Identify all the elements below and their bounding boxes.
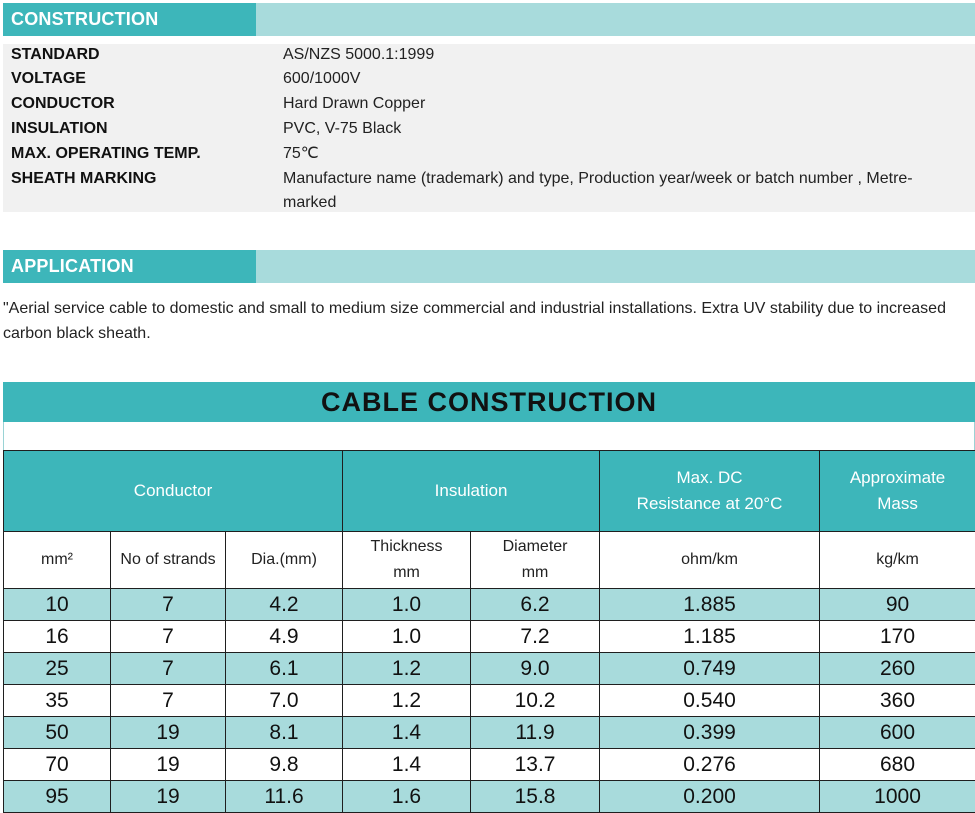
table-cell: 170 <box>820 621 975 653</box>
table-cell: 1.4 <box>343 749 471 781</box>
table-cell: 7 <box>111 653 226 685</box>
property-label: MAX. OPERATING TEMP. <box>11 141 201 166</box>
table-cell: 360 <box>820 685 975 717</box>
property-value: PVC, V-75 Black <box>283 117 963 141</box>
table-row <box>4 685 975 717</box>
table-cell: 7.0 <box>226 685 343 717</box>
table-cell: 10 <box>4 589 111 621</box>
table-cell: 7 <box>111 685 226 717</box>
table-cell: 1.0 <box>343 589 471 621</box>
property-label: STANDARD <box>11 42 100 67</box>
thickness-subheader-line2: mm <box>343 560 470 586</box>
table-cell: 11.9 <box>471 717 600 749</box>
table-cell: 35 <box>4 685 111 717</box>
construction-properties <box>3 44 975 212</box>
table-cell: 9.0 <box>471 653 600 685</box>
table-cell: 1.185 <box>600 621 820 653</box>
cable-construction-table <box>3 450 975 813</box>
thickness-subheader-line1: Thickness <box>343 534 470 560</box>
dia-subheader: Dia.(mm) <box>226 532 343 589</box>
table-cell: 1.4 <box>343 717 471 749</box>
resistance-header-line1: Max. DC <box>600 465 819 491</box>
table-row <box>4 653 975 685</box>
table-cell: 25 <box>4 653 111 685</box>
kg-subheader: kg/km <box>820 532 975 589</box>
property-value: 75℃ <box>283 142 963 166</box>
property-label: SHEATH MARKING <box>11 166 156 191</box>
table-cell: 8.1 <box>226 717 343 749</box>
table-cell: 10.2 <box>471 685 600 717</box>
application-text: "Aerial service cable to domestic and small to medium size commercial and industrial installations. Extra UV stability due to increased carbon black sheath. <box>3 296 968 346</box>
property-label: CONDUCTOR <box>11 91 115 116</box>
table-cell: 1.2 <box>343 685 471 717</box>
table-row <box>4 749 975 781</box>
cable-construction-title: CABLE CONSTRUCTION <box>3 382 975 422</box>
insulation-group-header: Insulation <box>343 451 600 532</box>
table-cell: 600 <box>820 717 975 749</box>
table-cell: 4.2 <box>226 589 343 621</box>
strands-subheader: No of strands <box>111 532 226 589</box>
table-row <box>4 781 975 813</box>
table-row <box>4 621 975 653</box>
table-cell: 1.885 <box>600 589 820 621</box>
table-group-header-row <box>4 451 975 532</box>
table-cell: 6.1 <box>226 653 343 685</box>
table-subheader-row <box>4 532 975 589</box>
table-cell: 0.540 <box>600 685 820 717</box>
property-label: INSULATION <box>11 116 108 141</box>
table-cell: 0.399 <box>600 717 820 749</box>
property-value: AS/NZS 5000.1:1999 <box>283 43 963 67</box>
conductor-group-header: Conductor <box>4 451 343 532</box>
mm2-subheader: mm² <box>4 532 111 589</box>
property-value: Manufacture name (trademark) and type, Production year/week or batch number , Metre-marked <box>283 167 963 215</box>
table-spacer <box>3 422 975 450</box>
table-cell: 7.2 <box>471 621 600 653</box>
ohm-subheader: ohm/km <box>600 532 820 589</box>
table-cell: 19 <box>111 717 226 749</box>
table-cell: 1000 <box>820 781 975 813</box>
table-cell: 70 <box>4 749 111 781</box>
table-cell: 0.749 <box>600 653 820 685</box>
diameter-subheader <box>471 532 600 589</box>
table-cell: 11.6 <box>226 781 343 813</box>
diameter-subheader-line1: Diameter <box>471 534 599 560</box>
application-header: APPLICATION <box>3 250 256 283</box>
table-cell: 90 <box>820 589 975 621</box>
mass-group-header <box>820 451 975 532</box>
table-cell: 15.8 <box>471 781 600 813</box>
application-header-bar <box>3 250 975 283</box>
table-cell: 50 <box>4 717 111 749</box>
table-cell: 19 <box>111 781 226 813</box>
table-cell: 260 <box>820 653 975 685</box>
construction-header-bar <box>3 3 975 36</box>
resistance-group-header <box>600 451 820 532</box>
property-label: VOLTAGE <box>11 66 86 91</box>
table-cell: 4.9 <box>226 621 343 653</box>
table-cell: 1.6 <box>343 781 471 813</box>
diameter-subheader-line2: mm <box>471 560 599 586</box>
property-value: 600/1000V <box>283 67 963 91</box>
table-cell: 6.2 <box>471 589 600 621</box>
table-cell: 1.0 <box>343 621 471 653</box>
construction-header: CONSTRUCTION <box>3 3 256 36</box>
table-cell: 13.7 <box>471 749 600 781</box>
table-row <box>4 717 975 749</box>
mass-header-line2: Mass <box>820 491 975 517</box>
table-cell: 16 <box>4 621 111 653</box>
table-row <box>4 589 975 621</box>
table-cell: 680 <box>820 749 975 781</box>
table-cell: 0.200 <box>600 781 820 813</box>
property-value: Hard Drawn Copper <box>283 92 963 116</box>
table-cell: 7 <box>111 589 226 621</box>
mass-header-line1: Approximate <box>820 465 975 491</box>
table-cell: 0.276 <box>600 749 820 781</box>
thickness-subheader <box>343 532 471 589</box>
table-cell: 7 <box>111 621 226 653</box>
table-cell: 19 <box>111 749 226 781</box>
table-cell: 9.8 <box>226 749 343 781</box>
table-cell: 1.2 <box>343 653 471 685</box>
resistance-header-line2: Resistance at 20°C <box>600 491 819 517</box>
table-cell: 95 <box>4 781 111 813</box>
